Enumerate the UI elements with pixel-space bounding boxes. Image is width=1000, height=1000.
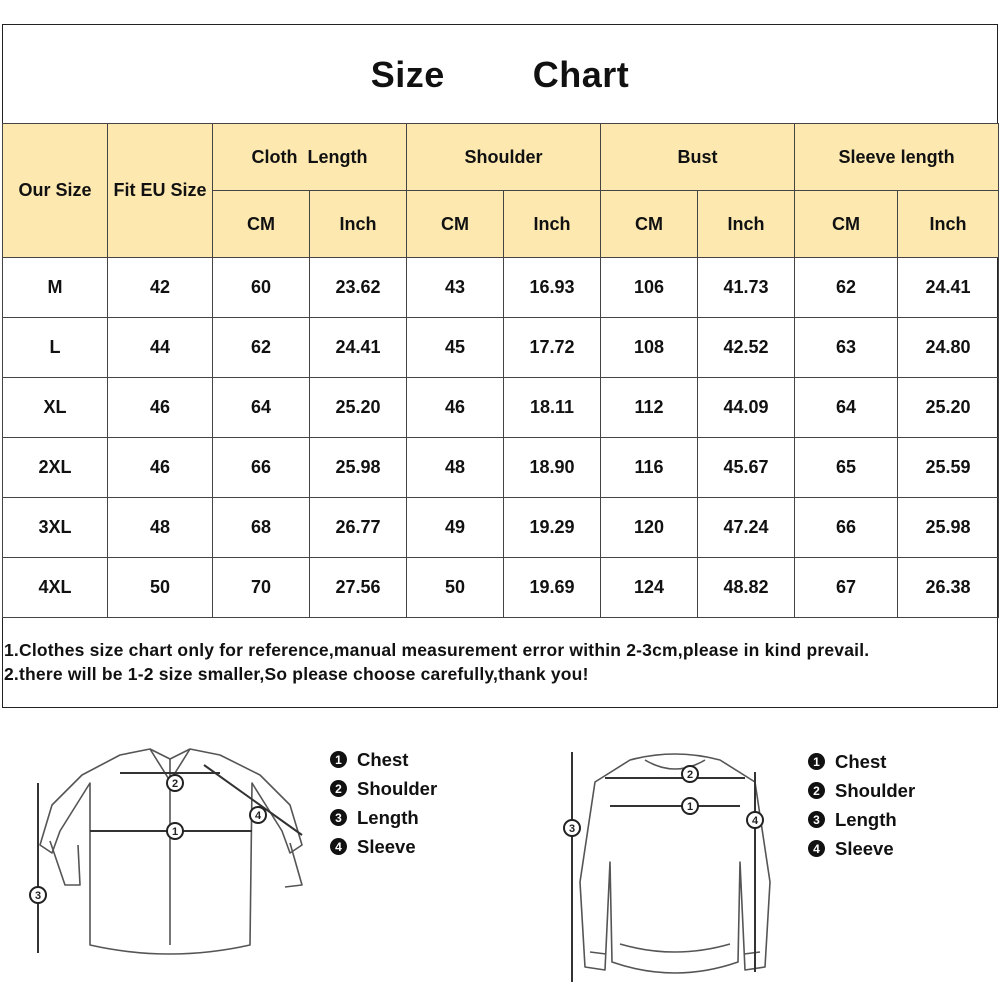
legend-item (808, 805, 915, 834)
marker-chest (167, 823, 183, 839)
table-cell: 25.20 (310, 378, 407, 438)
legend-number-badge: 3 (808, 811, 825, 828)
table-cell: 50 (407, 558, 504, 618)
table-cell: 106 (601, 258, 698, 318)
table-cell: 112 (601, 378, 698, 438)
table-cell: 19.29 (504, 498, 601, 558)
table-cell: 67 (795, 558, 898, 618)
table-cell: 44.09 (698, 378, 795, 438)
legend-label: Sleeve (835, 837, 894, 859)
table-cell: 65 (795, 438, 898, 498)
legend-label: Length (357, 806, 419, 828)
page-title (3, 25, 997, 125)
marker-shoulder (682, 766, 698, 782)
table-cell: 49 (407, 498, 504, 558)
header-unit: CM (795, 191, 898, 258)
table-cell: 66 (795, 498, 898, 558)
table-cell: 62 (213, 318, 310, 378)
legend-label: Chest (357, 748, 409, 770)
header-unit: Inch (698, 191, 795, 258)
table-row (3, 558, 999, 618)
table-cell: 41.73 (698, 258, 795, 318)
table-cell: 17.72 (504, 318, 601, 378)
table-cell: 66 (213, 438, 310, 498)
table-row (3, 318, 999, 378)
marker-length (564, 820, 580, 836)
legend-number-badge: 4 (330, 838, 347, 855)
table-cell: 64 (213, 378, 310, 438)
table-cell: 24.41 (898, 258, 999, 318)
table-row (3, 498, 999, 558)
table-cell: 63 (795, 318, 898, 378)
header-cloth-length: Cloth Length (213, 124, 407, 191)
table-cell: 16.93 (504, 258, 601, 318)
size-label-cell: 4XL (3, 558, 108, 618)
header-shoulder: Shoulder (407, 124, 601, 191)
table-cell: 25.20 (898, 378, 999, 438)
legend-number-badge: 1 (808, 753, 825, 770)
header-unit: Inch (504, 191, 601, 258)
table-cell: 46 (108, 378, 213, 438)
table-row (3, 258, 999, 318)
size-table (2, 123, 999, 618)
table-cell: 23.62 (310, 258, 407, 318)
table-cell: 124 (601, 558, 698, 618)
size-label-cell: XL (3, 378, 108, 438)
table-cell: 45.67 (698, 438, 795, 498)
shirt-diagram (20, 735, 330, 995)
table-cell: 25.59 (898, 438, 999, 498)
title-word-size: Size (370, 54, 445, 95)
size-label-cell: 2XL (3, 438, 108, 498)
header-fit-eu-size: Fit EU Size (108, 124, 213, 258)
table-cell: 48.82 (698, 558, 795, 618)
table-cell: 18.90 (504, 438, 601, 498)
header-unit: Inch (310, 191, 407, 258)
svg-text:4: 4 (254, 810, 262, 822)
table-cell: 42 (108, 258, 213, 318)
legend-item (808, 747, 915, 776)
table-cell: 27.56 (310, 558, 407, 618)
table-cell: 18.11 (504, 378, 601, 438)
legend-label: Length (835, 808, 897, 830)
header-unit: CM (407, 191, 504, 258)
sweater-diagram (560, 742, 790, 992)
table-cell: 25.98 (310, 438, 407, 498)
table-cell: 60 (213, 258, 310, 318)
legend-number-badge: 2 (808, 782, 825, 799)
table-cell: 24.80 (898, 318, 999, 378)
size-label-cell: M (3, 258, 108, 318)
legend-number-badge: 3 (330, 809, 347, 826)
legend-number-badge: 1 (330, 751, 347, 768)
header-sleeve-length: Sleeve length (795, 124, 999, 191)
legend-left (330, 745, 437, 861)
svg-text:3: 3 (568, 823, 576, 835)
table-cell: 26.77 (310, 498, 407, 558)
table-cell: 120 (601, 498, 698, 558)
table-cell: 43 (407, 258, 504, 318)
header-unit: CM (213, 191, 310, 258)
note-line: 2.there will be 1-2 size smaller,So please choose carefully,thank you! (4, 664, 589, 684)
header-bust: Bust (601, 124, 795, 191)
table-cell: 25.98 (898, 498, 999, 558)
table-cell: 42.52 (698, 318, 795, 378)
svg-text:4: 4 (751, 815, 759, 827)
size-label-cell: L (3, 318, 108, 378)
table-cell: 47.24 (698, 498, 795, 558)
marker-chest (682, 798, 698, 814)
legend-label: Chest (835, 750, 887, 772)
size-table-body (3, 258, 999, 618)
header-our-size: Our Size (3, 124, 108, 258)
title-word-chart: Chart (532, 54, 630, 95)
legend-item (330, 774, 437, 803)
svg-text:1: 1 (171, 826, 179, 838)
table-cell: 64 (795, 378, 898, 438)
table-cell: 50 (108, 558, 213, 618)
table-cell: 24.41 (310, 318, 407, 378)
legend-label: Sleeve (357, 835, 416, 857)
legend-item (330, 745, 437, 774)
table-cell: 116 (601, 438, 698, 498)
svg-text:2: 2 (171, 778, 179, 790)
legend-item (808, 776, 915, 805)
notes (4, 638, 994, 686)
marker-sleeve (747, 812, 763, 828)
table-row (3, 438, 999, 498)
legend-label: Shoulder (357, 777, 438, 799)
svg-text:1: 1 (686, 801, 694, 813)
table-cell: 46 (108, 438, 213, 498)
table-cell: 48 (108, 498, 213, 558)
marker-shoulder (167, 775, 183, 791)
table-cell: 62 (795, 258, 898, 318)
table-cell: 46 (407, 378, 504, 438)
legend-label: Shoulder (835, 779, 916, 801)
legend-item (808, 834, 915, 863)
table-cell: 70 (213, 558, 310, 618)
marker-length (30, 887, 46, 903)
svg-text:2: 2 (686, 769, 694, 781)
table-cell: 45 (407, 318, 504, 378)
legend-number-badge: 4 (808, 840, 825, 857)
size-label-cell: 3XL (3, 498, 108, 558)
header-unit: Inch (898, 191, 999, 258)
svg-text:3: 3 (34, 890, 42, 902)
table-cell: 48 (407, 438, 504, 498)
legend-item (330, 832, 437, 861)
table-cell: 44 (108, 318, 213, 378)
legend-item (330, 803, 437, 832)
note-line: 1.Clothes size chart only for reference,manual measurement error within 2-3cm,please in kind prevail. (4, 640, 870, 660)
legend-right (808, 747, 915, 863)
table-cell: 108 (601, 318, 698, 378)
table-cell: 68 (213, 498, 310, 558)
table-cell: 19.69 (504, 558, 601, 618)
marker-sleeve (250, 807, 266, 823)
table-cell: 26.38 (898, 558, 999, 618)
table-row (3, 378, 999, 438)
header-unit: CM (601, 191, 698, 258)
legend-number-badge: 2 (330, 780, 347, 797)
